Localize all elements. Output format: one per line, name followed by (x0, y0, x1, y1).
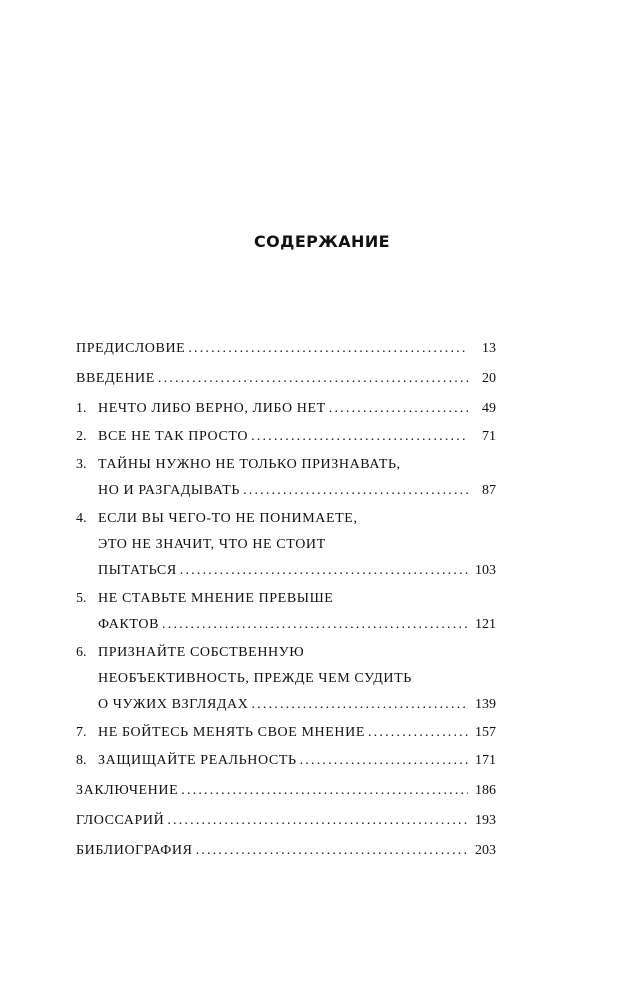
toc-entry-title: НЕ БОЙТЕСЬ МЕНЯТЬ СВОЕ МНЕНИЕ (98, 725, 365, 740)
toc-entry-title: ЕСЛИ ВЫ ЧЕГО-ТО НЕ ПОНИМАЕТЕ, (98, 511, 358, 526)
toc-entry-title: ЗАКЛЮЧЕНИЕ (76, 783, 179, 798)
toc-entry-title: ГЛОССАРИЙ (76, 813, 165, 828)
toc-entry-number: 4. (76, 511, 87, 526)
toc-entry-title: ТАЙНЫ НУЖНО НЕ ТОЛЬКО ПРИЗНАВАТЬ, (98, 457, 401, 472)
dot-leader (181, 778, 468, 804)
toc-entry[interactable] (76, 778, 496, 804)
toc-entry-page-number: 193 (475, 813, 496, 828)
toc-entry-page-number: 171 (475, 753, 496, 768)
toc-entry-number: 5. (76, 591, 87, 606)
toc-entry-title: БИБЛИОГРАФИЯ (76, 843, 193, 858)
dot-leader (180, 558, 468, 584)
dot-leader (251, 692, 468, 718)
dot-leader (243, 478, 468, 504)
toc-entry-number: 3. (76, 457, 87, 472)
dot-leader (368, 720, 468, 746)
toc-entry-title: ЭТО НЕ ЗНАЧИТ, ЧТО НЕ СТОИТ (98, 537, 326, 552)
toc-entry[interactable] (76, 838, 496, 864)
dot-leader (162, 612, 468, 638)
toc-entry-title: ПЫТАТЬСЯ (98, 563, 177, 578)
table-of-contents (76, 336, 496, 864)
toc-entry[interactable] (76, 506, 496, 584)
toc-entry-page-number: 139 (475, 697, 496, 712)
toc-entry-page-number: 71 (482, 429, 496, 444)
toc-entry-title: ВСЕ НЕ ТАК ПРОСТО (98, 429, 249, 444)
toc-entry[interactable] (76, 366, 496, 392)
dot-leader (167, 808, 468, 834)
toc-entry[interactable] (76, 424, 496, 450)
toc-entry-title: НЕОБЪЕКТИВНОСТЬ, ПРЕЖДЕ ЧЕМ СУДИТЬ (98, 671, 412, 686)
toc-entry-title: ПРИЗНАЙТЕ СОБСТВЕННУЮ (98, 645, 305, 660)
dot-leader (196, 838, 468, 864)
toc-entry[interactable] (76, 396, 496, 422)
toc-entry-page-number: 49 (482, 401, 496, 416)
toc-entry-title: НО И РАЗГАДЫВАТЬ (98, 483, 241, 498)
dot-leader (300, 748, 468, 774)
toc-entry-page-number: 157 (475, 725, 496, 740)
toc-entry-title: ПРЕДИСЛОВИЕ (76, 341, 186, 356)
toc-entry-number: 7. (76, 725, 87, 740)
toc-entry[interactable] (76, 720, 496, 746)
toc-entry-number: 1. (76, 401, 87, 416)
dot-leader (251, 424, 468, 450)
toc-entry[interactable] (76, 452, 496, 504)
toc-entry-number: 6. (76, 645, 87, 660)
toc-entry-title: ВВЕДЕНИЕ (76, 371, 155, 386)
toc-entry-page-number: 103 (475, 563, 496, 578)
toc-entry-number: 8. (76, 753, 87, 768)
toc-entry-title: ЗАЩИЩАЙТЕ РЕАЛЬНОСТЬ (98, 753, 297, 768)
dot-leader (158, 366, 468, 392)
toc-entry-page-number: 13 (482, 341, 496, 356)
toc-entry-page-number: 20 (482, 371, 496, 386)
dot-leader (329, 396, 468, 422)
toc-entry-page-number: 87 (482, 483, 496, 498)
toc-entry-title: НЕ СТАВЬТЕ МНЕНИЕ ПРЕВЫШЕ (98, 591, 334, 606)
toc-entry-title: НЕЧТО ЛИБО ВЕРНО, ЛИБО НЕТ (98, 401, 326, 416)
page-title: СОДЕРЖАНИЕ (254, 232, 390, 251)
toc-entry[interactable] (76, 808, 496, 834)
toc-entry-page-number: 121 (475, 617, 496, 632)
toc-entry-title: О ЧУЖИХ ВЗГЛЯДАХ (98, 697, 249, 712)
toc-entry-page-number: 186 (475, 783, 496, 798)
toc-entry[interactable] (76, 640, 496, 718)
toc-entry[interactable] (76, 586, 496, 638)
toc-entry[interactable] (76, 336, 496, 362)
toc-entry-number: 2. (76, 429, 87, 444)
toc-entry-page-number: 203 (475, 843, 496, 858)
dot-leader (188, 336, 468, 362)
toc-entry-title: ФАКТОВ (98, 617, 160, 632)
toc-entry[interactable] (76, 748, 496, 774)
